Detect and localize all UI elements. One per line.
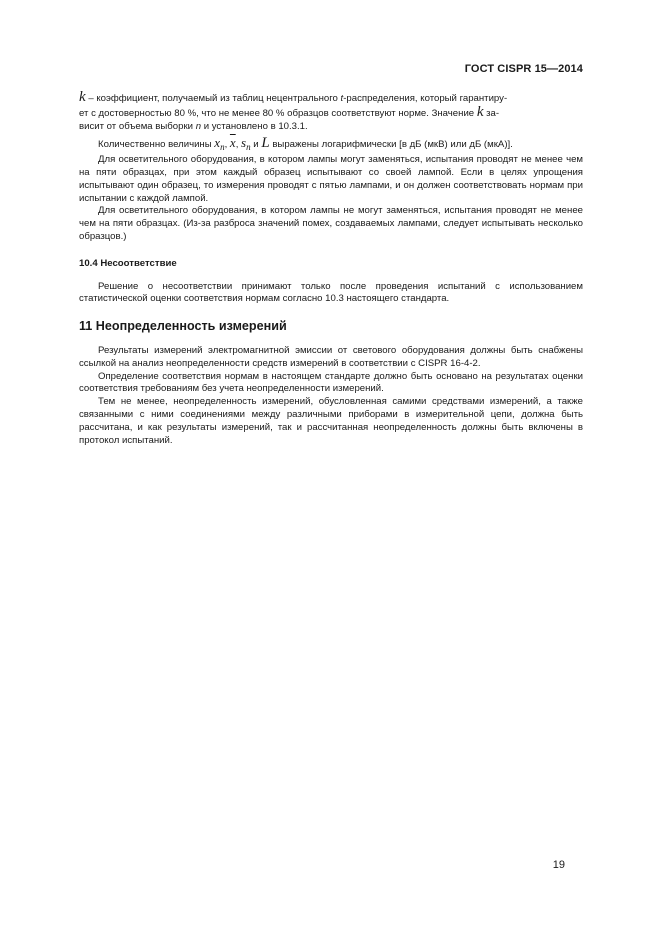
para-replaceable-lamps: Для осветительного оборудования, в котором лампы могут заменяться, испытания проводят не менее чем на пяти образцах, при этом каждый образец испытывают со своей лампой. Если в целях упрощения испытывают один образец, то измерения проводят с пятью лампами, и он должен соответствовать нормам при испытании с каждой лампой.: [79, 154, 583, 204]
section-11-title: 11 Неопределенность измерений: [79, 319, 287, 334]
section-11-p3: Тем не менее, неопределенность измерений, обусловленная самими средствами измерений, а также связанными с ними соединениями между различными приборами в измерительной цепи, должна быть рассчитана, и как результаты измерений, так и рассчитанная неопределенность должны быть включены в протокол испытаний.: [79, 396, 583, 446]
l-symbol: L: [261, 135, 270, 152]
k-symbol-2: k: [476, 103, 484, 120]
quantities-line: Количественно величины xn, $\overline{x}$, sn и L выражены логарифмически [в дБ (мкВ) или дБ (мкА)].: [98, 135, 513, 153]
s-symbol: s: [241, 135, 247, 151]
page-number: 19: [552, 859, 565, 871]
k-symbol: k: [79, 89, 86, 105]
x-symbol: x: [214, 135, 221, 151]
section-11-p2: Определение соответствия нормам в настоящем стандарте должно быть основано на результатах оценки соответствия требованиям без учета неопределенности измерений.: [79, 370, 583, 395]
document-header: ГОСТ CISPR 15—2014: [464, 63, 583, 75]
section-10-4-title: 10.4 Несоответствие: [79, 257, 177, 269]
section-10-4-text: Решение о несоответствии принимают только после проведения испытаний с использованием статистической оценки соответствия нормам согласно 10.3 настоящего стандарта.: [79, 280, 583, 305]
k-definition: k – коэффициент, получаемый из таблиц нецентрального t-распределения, который гарантиру- ет с достоверностью 80 %, что не менее 80 % образцов соответствуют норме. Значение k за- висит от объема выборки n и установлено в 10.3.1.: [79, 89, 508, 132]
x-bar-symbol: $\overline{x}$: [229, 135, 236, 151]
para-nonreplaceable-lamps: Для осветительного оборудования, в котором лампы не могут заменяться, испытания проводят не менее чем на пяти образцах. (Из-за разброса значений помех, создаваемых лампами, следует испытывать несколько образцов.): [79, 205, 583, 242]
document-body: [79, 91, 583, 447]
section-11-p1: Результаты измерений электромагнитной эмиссии от светового оборудования должны быть снабжены ссылкой на анализ неопределенности средств измерений в соответствии с CISPR 16-4-2.: [79, 344, 583, 369]
